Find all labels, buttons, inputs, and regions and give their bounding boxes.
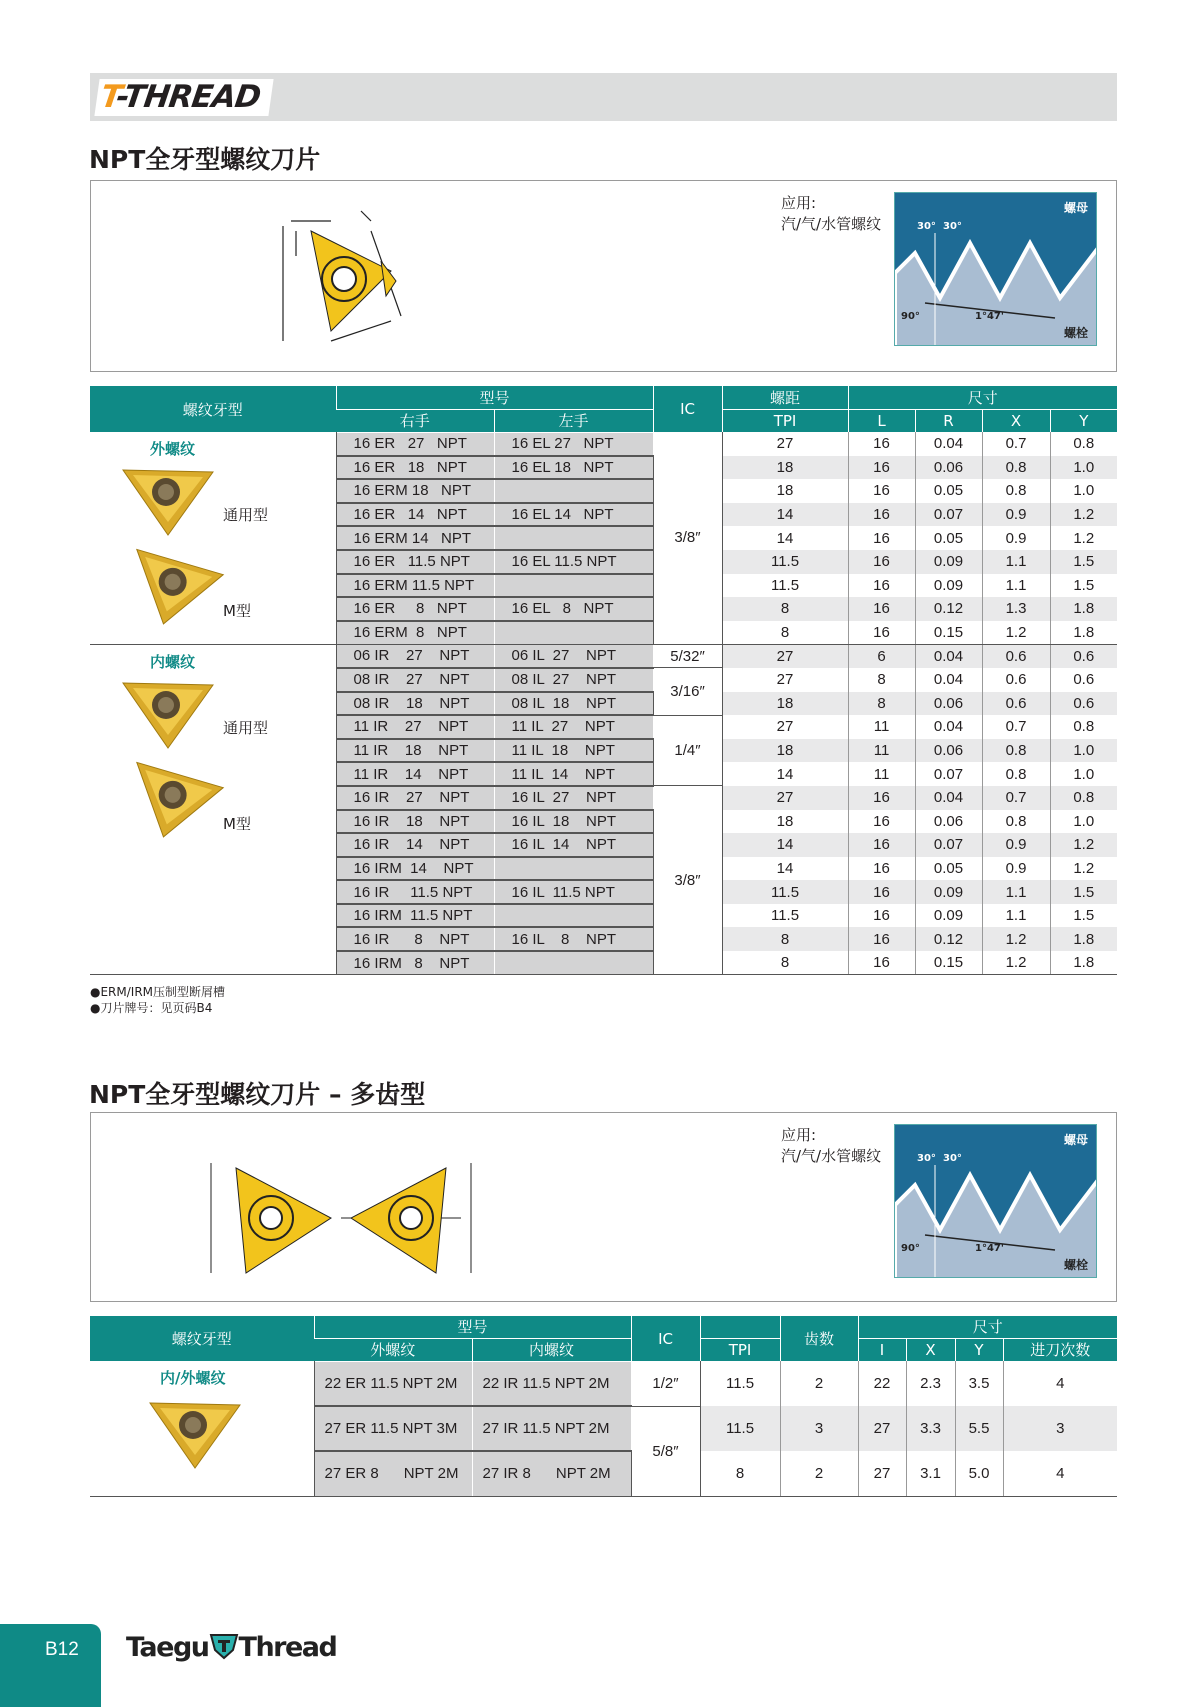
- value-x: 0.9: [982, 526, 1050, 550]
- value-x: 0.8: [982, 456, 1050, 480]
- value-l: 16: [848, 503, 915, 527]
- insert-type-label: 通用型: [223, 506, 269, 524]
- header-blank: [700, 1316, 780, 1338]
- left-hand-model: 16 EL 27 NPT: [494, 432, 653, 456]
- left-hand-model: 16 EL 14 NPT: [494, 503, 653, 527]
- value-tpi: 8: [722, 927, 848, 951]
- right-hand-model: 16 ER 14 NPT: [336, 503, 494, 527]
- value-x: 0.8: [982, 739, 1050, 763]
- value-x: 1.2: [982, 951, 1050, 975]
- external-model: 27 ER 8 NPT 2M: [314, 1451, 472, 1496]
- nut-label: 螺母: [1063, 1133, 1088, 1147]
- header-ic: IC: [631, 1316, 700, 1361]
- header-tpi: TPI: [700, 1338, 780, 1361]
- value-teeth: 3: [780, 1406, 858, 1451]
- value-y: 1.2: [1050, 503, 1117, 527]
- value-r: 0.04: [915, 786, 982, 810]
- value-y: 0.6: [1050, 668, 1117, 692]
- brand-text: Thread: [238, 1632, 337, 1663]
- taper-label: 1°47': [975, 311, 1004, 322]
- value-r: 0.09: [915, 880, 982, 904]
- t-thread-logo: [94, 79, 273, 116]
- angle-label: 90°: [901, 311, 920, 322]
- right-hand-model: 11 IR 18 NPT: [336, 739, 494, 763]
- value-y: 1.2: [1050, 833, 1117, 857]
- angle-label: 30°: [943, 1153, 962, 1164]
- left-hand-model: [494, 857, 653, 881]
- thread-profile-diagram: [894, 1124, 1097, 1278]
- value-passes: 4: [1003, 1361, 1117, 1406]
- value-r: 0.06: [915, 739, 982, 763]
- left-hand-model: 16 EL 8 NPT: [494, 597, 653, 621]
- internal-model: 27 IR 8 NPT 2M: [472, 1451, 631, 1496]
- header-external: 外螺纹: [314, 1338, 472, 1361]
- value-tpi: 27: [722, 644, 848, 668]
- header-ic: IC: [653, 386, 722, 432]
- left-hand-model: [494, 574, 653, 598]
- ic-size: 1/2″: [631, 1361, 700, 1406]
- header-y: Y: [955, 1338, 1003, 1361]
- value-tpi: 18: [776, 812, 794, 830]
- value-l: 16: [848, 456, 915, 480]
- insert-type-label: 通用型: [223, 718, 269, 737]
- header-r: R: [915, 409, 982, 432]
- value-x: 1.3: [982, 597, 1050, 621]
- brand-shield-icon: [209, 1632, 239, 1660]
- value-r: 0.05: [915, 857, 982, 881]
- table-row: [90, 1361, 1117, 1406]
- thread-type-cell: [90, 1361, 314, 1496]
- value-r: 0.15: [915, 951, 982, 975]
- left-hand-model: 08 IL 18 NPT: [494, 692, 653, 716]
- value-l: 16: [848, 621, 915, 645]
- header-y: Y: [1050, 409, 1117, 432]
- page-number: B12: [45, 1639, 79, 1660]
- value-r: 0.09: [915, 574, 982, 598]
- right-hand-model: 16 ER 8 NPT: [336, 597, 494, 621]
- value-r: 0.07: [915, 762, 982, 786]
- value-l: 16: [848, 951, 915, 975]
- value-l: 11: [848, 739, 915, 763]
- section2-title: NPT全牙型螺纹刀片 – 多齿型: [89, 1080, 426, 1109]
- value-x: 3.1: [906, 1451, 955, 1496]
- header-right-hand: 右手: [336, 409, 494, 432]
- value-tpi: 27: [776, 671, 794, 689]
- value-l: 16: [848, 857, 915, 881]
- section2-illustration-box: [90, 1112, 1117, 1302]
- right-hand-model: 16 IR 27 NPT: [336, 786, 494, 810]
- right-hand-model: 06 IR 27 NPT: [336, 644, 494, 668]
- internal-model: 22 IR 11.5 NPT 2M: [472, 1361, 631, 1406]
- value-tpi: 14: [776, 529, 794, 547]
- value-l: 16: [848, 810, 915, 834]
- value-y: 5.5: [955, 1406, 1003, 1451]
- angle-label: 30°: [917, 221, 936, 232]
- thread-type-label: 内/外螺纹: [160, 1369, 226, 1387]
- insert-photo: [145, 1393, 245, 1473]
- value-l: 16: [848, 597, 915, 621]
- value-y: 1.0: [1050, 739, 1117, 763]
- table-row: [90, 432, 1117, 456]
- value-l: 16: [848, 786, 915, 810]
- value-tpi: 11.5: [722, 880, 848, 904]
- value-r: 0.06: [915, 692, 982, 716]
- left-hand-model: 16 IL 27 NPT: [494, 786, 653, 810]
- right-hand-model: 08 IR 18 NPT: [336, 692, 494, 716]
- value-tpi: 11.5: [725, 1375, 755, 1392]
- nut-label: 螺母: [1063, 201, 1088, 215]
- logo-text: -THREAD: [114, 79, 263, 115]
- header-thread-type: 螺纹牙型: [90, 1316, 314, 1361]
- value-x: 1.2: [982, 927, 1050, 951]
- value-tpi: 8: [722, 621, 848, 645]
- right-hand-model: 11 IR 14 NPT: [336, 762, 494, 786]
- value-y: 3.5: [955, 1361, 1003, 1406]
- right-hand-model: 16 IR 11.5 NPT: [336, 880, 494, 904]
- value-r: 0.09: [915, 550, 982, 574]
- left-hand-model: 16 EL 18 NPT: [494, 456, 653, 480]
- value-i: 27: [858, 1406, 906, 1451]
- value-x: 0.9: [982, 857, 1050, 881]
- value-y: 1.2: [1050, 857, 1117, 881]
- angle-label: 90°: [901, 1243, 920, 1254]
- right-hand-model: 16 ER 27 NPT: [336, 432, 494, 456]
- insert-type-label: M型: [223, 602, 251, 620]
- value-r: 0.04: [915, 644, 982, 668]
- value-passes: 3: [1003, 1406, 1117, 1451]
- value-tpi: 8: [722, 597, 848, 621]
- value-y: 5.0: [955, 1451, 1003, 1496]
- value-r: 0.12: [915, 927, 982, 951]
- value-tpi: 18: [722, 692, 848, 716]
- ic-size: 1/4″: [653, 715, 722, 786]
- value-l: 16: [848, 526, 915, 550]
- value-r: 0.05: [915, 526, 982, 550]
- value-l: 6: [848, 644, 915, 668]
- angle-label: 30°: [943, 221, 962, 232]
- section1-illustration-box: [90, 180, 1117, 372]
- angle-label: 30°: [917, 1153, 936, 1164]
- right-hand-model: 16 IR 18 NPT: [336, 810, 494, 834]
- header-thread-type: 螺纹牙型: [90, 386, 336, 432]
- value-y: 0.6: [1050, 644, 1117, 668]
- value-y: 1.5: [1050, 550, 1117, 574]
- value-tpi: 8: [700, 1451, 780, 1496]
- left-hand-model: 11 IL 18 NPT: [494, 739, 653, 763]
- header-passes: 进刀次数: [1003, 1338, 1117, 1361]
- value-r: 0.04: [915, 432, 982, 456]
- application-label: 应用:: [781, 1126, 817, 1144]
- value-i: 27: [858, 1451, 906, 1496]
- external-model: 22 ER 11.5 NPT 2M: [314, 1361, 472, 1406]
- brand-text: Taegu: [126, 1632, 209, 1663]
- value-y: 1.0: [1050, 479, 1117, 503]
- ic-size: 3/8″: [653, 786, 722, 975]
- value-x: 1.1: [982, 574, 1050, 598]
- header-model: 型号: [314, 1316, 631, 1338]
- value-x: 0.6: [982, 668, 1050, 692]
- note: ●刀片牌号：见页码B4: [90, 1001, 213, 1015]
- right-hand-model: 16 ER 18 NPT: [336, 456, 494, 480]
- value-x: 0.8: [982, 479, 1050, 503]
- left-hand-model: 16 IL 11.5 NPT: [494, 880, 653, 904]
- right-hand-model: 16 ERM 8 NPT: [336, 621, 494, 645]
- right-hand-model: 11 IR 27 NPT: [336, 715, 494, 739]
- application-label: 应用:: [781, 194, 817, 212]
- value-l: 16: [848, 904, 915, 928]
- thread-type-cell: [90, 432, 336, 644]
- value-x: 0.6: [982, 644, 1050, 668]
- value-y: 1.0: [1050, 456, 1117, 480]
- table-row: [90, 644, 1117, 668]
- insert-photo: [114, 538, 231, 641]
- multi-tooth-insert-table: [90, 1316, 1117, 1497]
- value-r: 0.09: [915, 904, 982, 928]
- value-x: 0.7: [982, 432, 1050, 456]
- internal-model: 27 IR 11.5 NPT 2M: [472, 1406, 631, 1451]
- value-l: 16: [848, 550, 915, 574]
- ic-size: 3/16″: [653, 668, 722, 715]
- value-passes: 4: [1003, 1451, 1117, 1496]
- value-tpi: 14: [722, 503, 848, 527]
- value-tpi: 11.5: [770, 576, 800, 594]
- value-y: 0.6: [1050, 692, 1117, 716]
- value-y: 1.5: [1050, 880, 1117, 904]
- value-l: 16: [848, 927, 915, 951]
- right-hand-model: 16 IRM 14 NPT: [336, 857, 494, 881]
- page-number-tab: [0, 1624, 101, 1707]
- note: ●ERM/IRM压制型断屑槽: [90, 985, 226, 999]
- header-x: X: [982, 409, 1050, 432]
- value-y: 1.5: [1050, 574, 1117, 598]
- value-y: 0.8: [1050, 432, 1117, 456]
- value-y: 0.8: [1050, 786, 1117, 810]
- value-tpi: 18: [722, 456, 848, 480]
- right-hand-model: 08 IR 27 NPT: [336, 668, 494, 692]
- header-left-hand: 左手: [494, 409, 653, 432]
- value-y: 1.8: [1050, 951, 1117, 975]
- header-dims: 尺寸: [858, 1316, 1117, 1338]
- header-pitch: 螺距: [722, 386, 848, 409]
- value-tpi: 11.5: [700, 1406, 780, 1451]
- value-r: 0.12: [915, 597, 982, 621]
- header-model: 型号: [336, 386, 653, 409]
- header-dims: 尺寸: [848, 386, 1117, 409]
- value-tpi: 11.5: [770, 907, 800, 925]
- value-r: 0.07: [915, 833, 982, 857]
- value-tpi: 27: [722, 786, 848, 810]
- left-hand-model: [494, 904, 653, 928]
- value-tpi: 14: [722, 833, 848, 857]
- value-x: 3.3: [906, 1406, 955, 1451]
- value-x: 1.1: [982, 550, 1050, 574]
- thread-type-cell: [90, 644, 336, 974]
- value-r: 0.05: [915, 479, 982, 503]
- ic-size: 5/8″: [631, 1406, 700, 1496]
- value-tpi: 14: [776, 859, 794, 877]
- value-x: 0.7: [982, 715, 1050, 739]
- right-hand-model: 16 ERM 18 NPT: [336, 479, 494, 503]
- taegu-thread-logo: [126, 1632, 336, 1663]
- value-l: 16: [848, 833, 915, 857]
- multi-tooth-insert-drawing: [201, 1133, 601, 1293]
- value-x: 0.7: [982, 786, 1050, 810]
- value-x: 0.9: [982, 503, 1050, 527]
- value-tpi: 8: [722, 951, 848, 975]
- bolt-label: 螺栓: [1063, 326, 1088, 340]
- left-hand-model: 11 IL 14 NPT: [494, 762, 653, 786]
- right-hand-model: 16 ER 11.5 NPT: [336, 550, 494, 574]
- left-hand-model: [494, 951, 653, 975]
- ic-size: 5/32″: [653, 644, 722, 668]
- left-hand-model: 08 IL 27 NPT: [494, 668, 653, 692]
- value-r: 0.06: [915, 810, 982, 834]
- value-tpi: 14: [776, 765, 794, 783]
- value-x: 0.9: [982, 833, 1050, 857]
- value-y: 1.8: [1050, 597, 1117, 621]
- header-internal: 内螺纹: [472, 1338, 631, 1361]
- value-r: 0.06: [915, 456, 982, 480]
- application-value: 汽/气/水管螺纹: [781, 215, 882, 233]
- external-model: 27 ER 11.5 NPT 3M: [314, 1406, 472, 1451]
- left-hand-model: [494, 621, 653, 645]
- value-x: 0.8: [982, 762, 1050, 786]
- value-teeth: 2: [780, 1451, 858, 1496]
- npt-insert-table: [90, 386, 1117, 975]
- thread-type-label: 外螺纹: [150, 440, 196, 458]
- value-tpi: 18: [722, 739, 848, 763]
- value-y: 1.5: [1050, 904, 1117, 928]
- left-hand-model: 16 EL 11.5 NPT: [494, 550, 653, 574]
- value-r: 0.04: [915, 715, 982, 739]
- header-i: I: [858, 1338, 906, 1361]
- notes: [90, 984, 225, 1016]
- value-tpi: 11.5: [722, 550, 848, 574]
- left-hand-model: 16 IL 8 NPT: [494, 927, 653, 951]
- value-teeth: 2: [780, 1361, 858, 1406]
- value-tpi: 27: [776, 435, 794, 453]
- left-hand-model: 06 IL 27 NPT: [494, 644, 653, 668]
- insert-photo: [118, 673, 218, 753]
- left-hand-model: 11 IL 27 NPT: [494, 715, 653, 739]
- header-tpi: TPI: [722, 409, 848, 432]
- insert-photo: [114, 751, 231, 854]
- value-l: 8: [848, 692, 915, 716]
- value-x: 2.3: [906, 1361, 955, 1406]
- application-value: 汽/气/水管螺纹: [781, 1147, 882, 1165]
- value-l: 16: [848, 574, 915, 598]
- right-hand-model: 16 ERM 14 NPT: [336, 526, 494, 550]
- header-l: L: [848, 409, 915, 432]
- value-l: 16: [848, 880, 915, 904]
- value-x: 1.1: [982, 904, 1050, 928]
- value-l: 16: [848, 432, 915, 456]
- right-hand-model: 16 IRM 8 NPT: [336, 951, 494, 975]
- right-hand-model: 16 ERM 11.5 NPT: [336, 574, 494, 598]
- value-y: 1.8: [1050, 927, 1117, 951]
- value-tpi: 18: [776, 482, 794, 500]
- header-x: X: [906, 1338, 955, 1361]
- right-hand-model: 16 IR 8 NPT: [336, 927, 494, 951]
- value-l: 11: [848, 762, 915, 786]
- left-hand-model: 16 IL 14 NPT: [494, 833, 653, 857]
- value-r: 0.15: [915, 621, 982, 645]
- value-y: 1.0: [1050, 810, 1117, 834]
- left-hand-model: [494, 479, 653, 503]
- insert-type-label: M型: [223, 814, 251, 833]
- value-x: 1.1: [982, 880, 1050, 904]
- right-hand-model: 16 IRM 11.5 NPT: [336, 904, 494, 928]
- left-hand-model: 16 IL 18 NPT: [494, 810, 653, 834]
- section1-title: NPT全牙型螺纹刀片: [89, 145, 321, 174]
- left-hand-model: [494, 526, 653, 550]
- bolt-label: 螺栓: [1063, 1258, 1088, 1272]
- value-l: 16: [848, 479, 915, 503]
- value-y: 1.0: [1050, 762, 1117, 786]
- value-tpi: 27: [776, 718, 794, 736]
- taper-label: 1°47': [975, 1243, 1004, 1254]
- value-x: 0.8: [982, 810, 1050, 834]
- insert-photo: [118, 460, 218, 540]
- value-l: 8: [848, 668, 915, 692]
- ic-size: 3/8″: [653, 432, 722, 644]
- value-r: 0.07: [915, 503, 982, 527]
- thread-profile-diagram: [894, 192, 1097, 346]
- thread-type-label: 内螺纹: [150, 652, 196, 671]
- value-r: 0.04: [915, 668, 982, 692]
- value-y: 0.8: [1050, 715, 1117, 739]
- insert-dimension-drawing: [271, 201, 511, 361]
- value-y: 1.2: [1050, 526, 1117, 550]
- value-x: 1.2: [982, 621, 1050, 645]
- right-hand-model: 16 IR 14 NPT: [336, 833, 494, 857]
- logo-letter: T: [98, 79, 120, 115]
- header-teeth: 齿数: [780, 1316, 858, 1361]
- value-y: 1.8: [1050, 621, 1117, 645]
- value-i: 22: [858, 1361, 906, 1406]
- value-l: 11: [848, 715, 915, 739]
- value-x: 0.6: [982, 692, 1050, 716]
